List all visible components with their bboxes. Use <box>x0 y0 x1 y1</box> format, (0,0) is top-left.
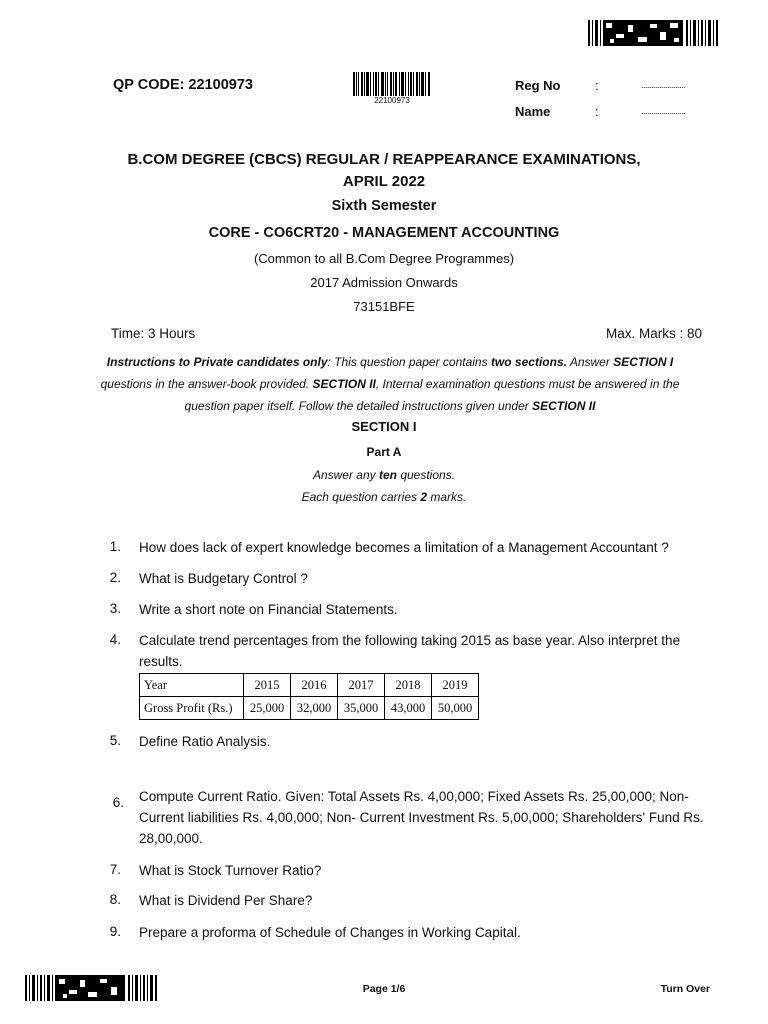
instructions-text-2: Answer <box>566 355 614 369</box>
qp-code: QP CODE: 22100973 <box>113 77 253 93</box>
instructions-section-ii-end: SECTION II <box>532 399 596 413</box>
marks-note <box>0 490 768 504</box>
table-cell: 2018 <box>385 674 432 697</box>
part-title: Part A <box>366 445 402 459</box>
question-number: 3. <box>109 601 121 616</box>
question-text: Write a short note on Financial Statements. <box>139 602 398 617</box>
question-text: How does lack of expert knowledge becomes a limitation of a Management Accountant ? <box>139 540 669 555</box>
answer-note <box>0 468 768 482</box>
question-text: What is Budgetary Control ? <box>139 571 308 586</box>
reg-no-blank: ...................... <box>641 80 686 90</box>
qp-barcode <box>353 72 431 96</box>
paper-id: 73151BFE <box>353 299 415 314</box>
instructions-text-3: questions in the answer-book provided. <box>100 377 313 391</box>
instructions-section-i: SECTION I <box>613 355 674 369</box>
table-cell: 2015 <box>244 674 291 697</box>
question-text: Define Ratio Analysis. <box>139 734 271 749</box>
marks-note-post: marks. <box>427 490 467 504</box>
question-text: Calculate trend percentages from the following taking 2015 as base year. Also interpret the results. <box>139 633 681 669</box>
semester: Sixth Semester <box>331 198 437 214</box>
page-number: Page 1/6 <box>362 983 406 995</box>
name-colon: : <box>595 104 599 119</box>
question-number: 1. <box>109 539 121 554</box>
question-text: Compute Current Ratio. Given: Total Assets Rs. 4,00,000; Fixed Assets Rs. 25,00,000; Non- Current liabilities Rs. 4,00,000; Non- Current Investment Rs. 5,00,000; Shareholders' Fund Rs. 28,00,000. <box>139 789 704 846</box>
table-cell: 2017 <box>338 674 385 697</box>
table-cell: 50,000 <box>432 697 479 720</box>
max-marks: Max. Marks : 80 <box>605 326 702 341</box>
instructions-section-ii: SECTION II <box>312 377 376 391</box>
table-cell: Gross Profit (Rs.) <box>140 697 244 720</box>
table-cell: 25,000 <box>244 697 291 720</box>
question-number: 5. <box>109 733 121 748</box>
answer-note-pre: Answer any <box>312 468 379 482</box>
table-row <box>140 697 479 720</box>
instructions-two-sections: two sections. <box>490 355 567 369</box>
name-label: Name <box>515 104 551 119</box>
turn-over-note: Turn Over <box>660 983 710 995</box>
reg-no-colon: : <box>595 78 599 93</box>
table-cell: Year <box>140 674 244 697</box>
instructions-text-1: : This question paper contains <box>327 355 491 369</box>
exam-title-line1: B.COM DEGREE (CBCS) REGULAR / REAPPEARANCE EXAMINATIONS, <box>127 151 641 168</box>
exam-title <box>0 149 768 193</box>
table-cell: 35,000 <box>338 697 385 720</box>
exam-title-line2: APRIL 2022 <box>342 173 426 190</box>
instructions-text-4: , Internal examination questions must be answered in the question paper itself. Follow the detailed instructions given under <box>184 377 680 413</box>
common-note: (Common to all B.Com Degree Programmes) <box>253 251 515 266</box>
table-row <box>140 674 479 697</box>
question-text: What is Stock Turnover Ratio? <box>139 863 322 878</box>
table-cell: 32,000 <box>291 697 338 720</box>
question-number: 9. <box>109 924 121 939</box>
answer-note-count: ten <box>378 468 397 482</box>
top-right-barcode <box>588 20 718 46</box>
barcode-number: 22100973 <box>374 96 410 105</box>
section-title: SECTION I <box>351 419 417 434</box>
question-number: 8. <box>109 892 121 907</box>
question-text: What is Dividend Per Share? <box>139 893 313 908</box>
name-blank: ...................... <box>641 106 686 116</box>
question-text: Prepare a proforma of Schedule of Changes in Working Capital. <box>139 925 521 940</box>
marks-note-pre: Each question carries <box>301 490 421 504</box>
answer-note-post: questions. <box>396 468 456 482</box>
question-number: 4. <box>109 632 121 647</box>
course-title: CORE - CO6CRT20 - MANAGEMENT ACCOUNTING <box>208 225 560 241</box>
trend-table <box>139 673 479 720</box>
table-cell: 2019 <box>432 674 479 697</box>
question-number: 7. <box>109 862 121 877</box>
marks-note-count: 2 <box>420 490 428 504</box>
reg-no-label: Reg No <box>515 78 561 93</box>
question-number: 2. <box>109 570 121 585</box>
instructions-lead: Instructions to Private candidates only <box>106 355 328 369</box>
admission-note: 2017 Admission Onwards <box>310 275 458 290</box>
table-cell: 43,000 <box>385 697 432 720</box>
time-allowed: Time: 3 Hours <box>111 326 196 341</box>
table-cell: 2016 <box>291 674 338 697</box>
question-number: 6. <box>112 795 124 810</box>
instructions <box>80 351 700 417</box>
